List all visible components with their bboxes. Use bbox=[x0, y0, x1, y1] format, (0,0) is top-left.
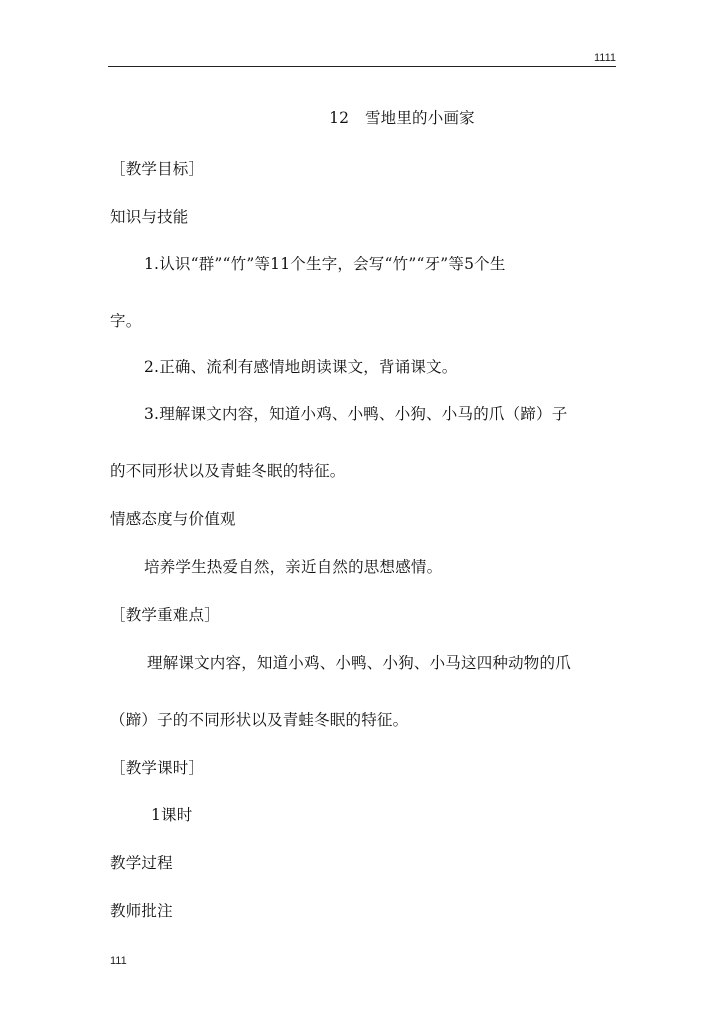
lesson-title: 12 雪地里的小画家 bbox=[329, 109, 475, 127]
header-rule bbox=[108, 66, 616, 67]
header-page-number: 1111 bbox=[593, 52, 616, 64]
paragraph-line: 3.理解课文内容，知道小鸡、小鸭、小狗、小马的爪（蹄）子 bbox=[144, 405, 568, 423]
paragraph-line: 理解课文内容，知道小鸡、小鸭、小狗、小马这四种动物的爪 bbox=[147, 654, 571, 672]
paragraph-line: 的不同形状以及青蛙冬眠的特征。 bbox=[110, 462, 346, 480]
subheading-knowledge-skills: 知识与技能 bbox=[110, 208, 189, 226]
paragraph-line: 培养学生热爱自然，亲近自然的思想感情。 bbox=[144, 558, 443, 576]
paragraph-line: （蹄）子的不同形状以及青蛙冬眠的特征。 bbox=[110, 711, 409, 729]
paragraph-line: 1.认识“群”“竹”等11个生字，会写“竹”“牙”等5个生 bbox=[144, 255, 506, 273]
paragraph-line: 字。 bbox=[110, 312, 142, 330]
subheading-teaching-process: 教学过程 bbox=[110, 854, 173, 872]
paragraph-line: 2.正确、流利有感情地朗读课文，背诵课文。 bbox=[144, 358, 458, 376]
section-heading-class-hours: ［教学课时］ bbox=[110, 759, 205, 777]
section-heading-objectives: ［教学目标］ bbox=[110, 160, 205, 178]
footer-page-number: 111 bbox=[110, 955, 127, 967]
section-heading-key-points: ［教学重难点］ bbox=[110, 606, 220, 624]
paragraph-line: 1课时 bbox=[151, 806, 193, 824]
subheading-attitude-values: 情感态度与价值观 bbox=[110, 510, 236, 528]
subheading-teacher-notes: 教师批注 bbox=[110, 902, 173, 920]
